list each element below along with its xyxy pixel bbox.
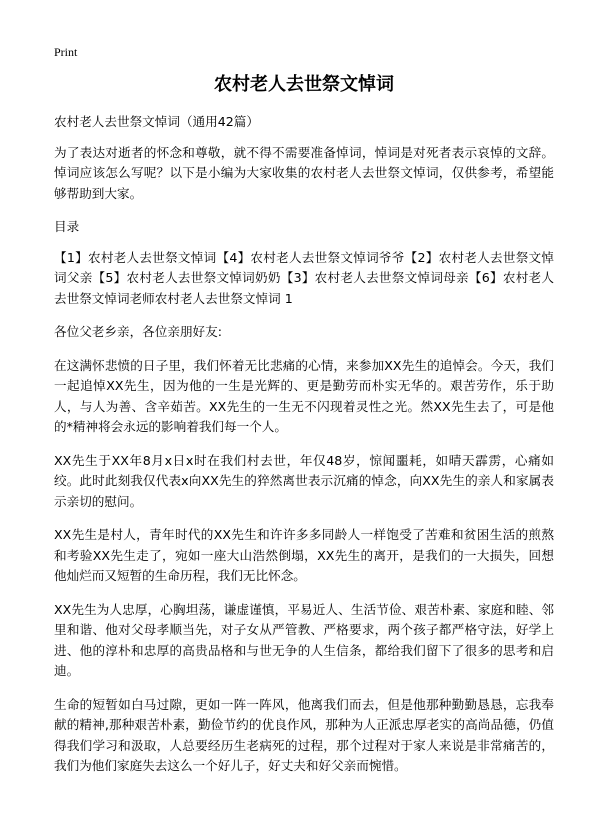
body-paragraph: 生命的短暂如白马过隙，更如一阵一阵风，他离我们而去，但是他那种勤勤恳恳，忘我奉献的精神,那种艰苦朴素，勤俭节约的优良作风，那种为人正派忠厚老实的高尚品德，仍值得我们学习和汲取，人总要经历生老病死的过程，那个过程对于家人来说是非常痛苦的，我们为他们家庭失去这么一个好儿子，好丈夫和好父亲而惋惜。: [54, 696, 554, 773]
greeting: 各位父老乡亲，各位亲朋好友:: [54, 324, 222, 339]
toc-list: 【1】农村老人去世祭文悼词【4】农村老人去世祭文悼词爷爷【2】农村老人去世祭文悼词父亲【5】农村老人去世祭文悼词奶奶【3】农村老人去世祭文悼词母亲【6】农村老人去世祭文悼词老师农村老人去世祭文悼词 1: [54, 249, 554, 306]
body-paragraph: XX先生于XX年8月x日x时在我们村去世，年仅48岁，惊闻噩耗，如晴天霹雳，心痛如绞。此时此刻我仅代表x向XX先生的猝然离世表示沉痛的悼念，向XX先生的亲人和家属表示亲切的慰问。: [54, 452, 554, 509]
print-label: Print: [54, 45, 78, 59]
body-paragraph: XX先生为人忠厚，心胸坦荡，谦虚谨慎，平易近人、生活节俭、艰苦朴素、家庭和睦、邻里和谐、他对父母孝顺当先，对子女从严管教、严格要求，两个孩子都严格守法，好学上进、他的淳朴和忠厚的高贵品格和与世无争的人生信条，都给我们留下了很多的思考和启迪。: [54, 601, 554, 678]
toc-heading: 目录: [54, 219, 80, 234]
body-paragraph: XX先生是村人，青年时代的XX先生和许许多多同龄人一样饱受了苦难和贫困生活的煎熬和考验XX先生走了，宛如一座大山浩然倒塌，XX先生的离开，是我们的一大损失，回想他灿烂而又短暂的生命历程，我们无比怀念。: [54, 527, 554, 583]
body-paragraph: 在这满怀悲愤的日子里，我们怀着无比悲痛的心情，来参加XX先生的追悼会。今天，我们一起追悼XX先生，因为他的一生是光辉的、更是勤劳而朴实无华的。艰苦劳作，乐于助人，与人为善、含辛茹苦。XX先生的一生无不闪现着灵性之光。然XX先生去了，可是他的*精神将会永远的影响着我们每一个人。: [54, 357, 554, 434]
intro-paragraph: 为了表达对逝者的怀念和尊敬，就不得不需要准备悼词，悼词是对死者表示哀悼的文辞。悼词应该怎么写呢？以下是小编为大家收集的农村老人去世祭文悼词，仅供参考，希望能够帮助到大家。: [54, 144, 554, 201]
page-title: 农村老人去世祭文悼词: [214, 74, 394, 95]
subtitle: 农村老人去世祭文悼词（通用42篇）: [54, 114, 259, 129]
